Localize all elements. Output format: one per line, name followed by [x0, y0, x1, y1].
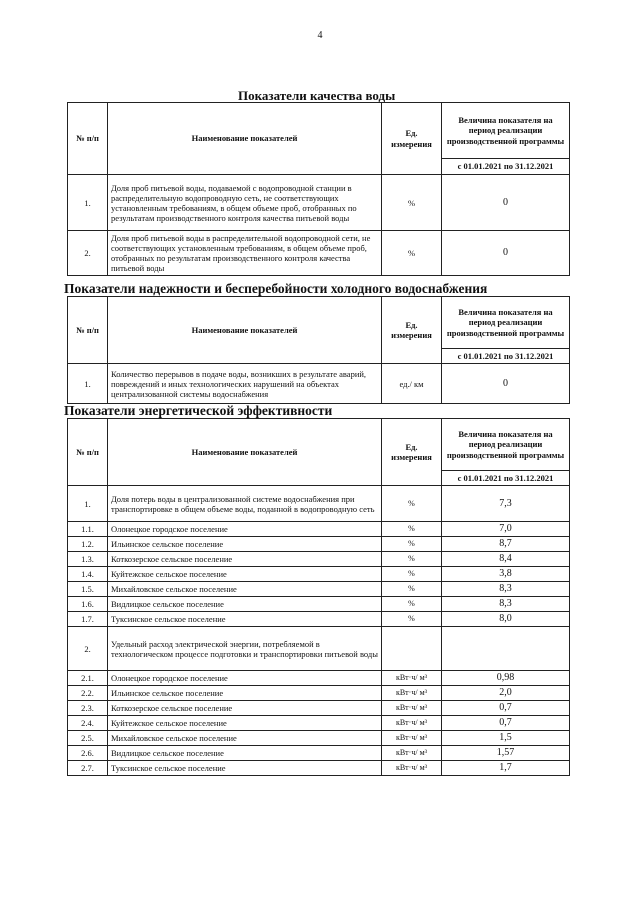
energy-efficiency-table: [67, 418, 570, 776]
row-name: Ильинское сельское поселение: [108, 686, 382, 701]
row-unit: кВт·ч/ м³: [382, 671, 442, 686]
row-value: 1,5: [442, 731, 570, 746]
row-unit: [382, 627, 442, 671]
row-name: Доля проб питьевой воды, подаваемой с водопроводной станции в распределительную водопроводную сеть, не соответствующих установленным требованиям, в общем объеме проб, отобранных по результатам производственного контроля качества питьевой воды: [108, 175, 382, 231]
row-unit: %: [382, 537, 442, 552]
row-name: Туксинское сельское поселение: [108, 761, 382, 776]
row-value: 7,3: [442, 486, 570, 522]
header-unit: Ед. измерения: [382, 419, 442, 486]
row-name: Туксинское сельское поселение: [108, 612, 382, 627]
row-name: Олонецкое городское поселение: [108, 522, 382, 537]
table-row: [68, 231, 570, 276]
table-row: [68, 582, 570, 597]
row-value: 0,7: [442, 716, 570, 731]
row-name: Михайловское сельское поселение: [108, 731, 382, 746]
row-num: 1.7.: [68, 612, 108, 627]
row-unit: %: [382, 582, 442, 597]
row-num: 2.2.: [68, 686, 108, 701]
row-unit: %: [382, 175, 442, 231]
row-value: 1,7: [442, 761, 570, 776]
table-row: [68, 701, 570, 716]
row-value: 0: [442, 231, 570, 276]
row-unit: %: [382, 231, 442, 276]
section-title-energy-efficiency: Показатели энергетической эффективности: [64, 403, 333, 418]
header-value: Величина показателя на период реализации производственной программы: [442, 419, 570, 471]
row-value: 2,0: [442, 686, 570, 701]
row-unit: %: [382, 597, 442, 612]
row-name: Куйтежское сельское поселение: [108, 716, 382, 731]
table-row: [68, 627, 570, 671]
row-num: 1.: [68, 175, 108, 231]
row-unit: кВт·ч/ м³: [382, 686, 442, 701]
row-num: 2.: [68, 231, 108, 276]
row-unit: %: [382, 567, 442, 582]
table-row: [68, 731, 570, 746]
row-num: 1.3.: [68, 552, 108, 567]
row-unit: %: [382, 612, 442, 627]
row-name: Коткозерское сельское поселение: [108, 552, 382, 567]
header-period: с 01.01.2021 по 31.12.2021: [442, 159, 570, 175]
row-unit: ед./ км: [382, 364, 442, 404]
row-num: 2.1.: [68, 671, 108, 686]
header-name: Наименование показателей: [108, 103, 382, 175]
header-period: с 01.01.2021 по 31.12.2021: [442, 471, 570, 486]
row-num: 2.5.: [68, 731, 108, 746]
row-num: 2.7.: [68, 761, 108, 776]
row-num: 1.5.: [68, 582, 108, 597]
header-unit: Ед. измерения: [382, 103, 442, 175]
table-row: [68, 552, 570, 567]
header-unit: Ед. измерения: [382, 297, 442, 364]
page-number: 4: [317, 30, 323, 41]
row-unit: %: [382, 486, 442, 522]
table-row: [68, 612, 570, 627]
header-name: Наименование показателей: [108, 297, 382, 364]
row-num: 1.2.: [68, 537, 108, 552]
table-row: [68, 761, 570, 776]
row-name: Куйтежское сельское поселение: [108, 567, 382, 582]
row-name: Количество перерывов в подаче воды, возникших в результате аварий, повреждений и иных технологических нарушений на объектах централизованной системы водоснабжения: [108, 364, 382, 404]
section-title-water-quality: Показатели качества воды: [238, 88, 396, 103]
table-row: [68, 522, 570, 537]
table-row: [68, 567, 570, 582]
row-unit: кВт·ч/ м³: [382, 701, 442, 716]
row-num: 2.4.: [68, 716, 108, 731]
table-row: [68, 175, 570, 231]
row-name: Олонецкое городское поселение: [108, 671, 382, 686]
row-value: 0,7: [442, 701, 570, 716]
header-num: № п/п: [68, 103, 108, 175]
row-value: [442, 627, 570, 671]
row-name: Михайловское сельское поселение: [108, 582, 382, 597]
row-name: Доля потерь воды в централизованной системе водоснабжения при транспортировке в общем объеме воды, поданной в водопроводную сеть: [108, 486, 382, 522]
row-value: 8,4: [442, 552, 570, 567]
header-num: № п/п: [68, 419, 108, 486]
table-row: [68, 486, 570, 522]
row-value: 8,3: [442, 597, 570, 612]
table-row: [68, 537, 570, 552]
table-row: [68, 746, 570, 761]
row-name: Доля проб питьевой воды в распределительной водопроводной сети, не соответствующих установленным требованиям, в общем объеме проб, отобранных по результатам производственного контроля качества питьевой воды: [108, 231, 382, 276]
table-row: [68, 364, 570, 404]
row-num: 1.: [68, 486, 108, 522]
row-name: Коткозерское сельское поселение: [108, 701, 382, 716]
table-row: [68, 597, 570, 612]
row-value: 8,7: [442, 537, 570, 552]
row-value: 8,3: [442, 582, 570, 597]
row-unit: кВт·ч/ м³: [382, 746, 442, 761]
row-unit: %: [382, 552, 442, 567]
row-num: 1.6.: [68, 597, 108, 612]
row-unit: кВт·ч/ м³: [382, 731, 442, 746]
section-title-reliability: Показатели надежности и бесперебойности холодного водоснабжения: [64, 281, 488, 296]
reliability-table: [67, 296, 570, 404]
row-unit: %: [382, 522, 442, 537]
header-name: Наименование показателей: [108, 419, 382, 486]
row-value: 0,98: [442, 671, 570, 686]
table-row: [68, 716, 570, 731]
row-unit: кВт·ч/ м³: [382, 716, 442, 731]
header-num: № п/п: [68, 297, 108, 364]
table-row: [68, 686, 570, 701]
header-value: Величина показателя на период реализации производственной программы: [442, 103, 570, 159]
row-num: 1.1.: [68, 522, 108, 537]
header-period: с 01.01.2021 по 31.12.2021: [442, 349, 570, 364]
energy-efficiency-rows: [68, 486, 570, 776]
row-value: 7,0: [442, 522, 570, 537]
header-value: Величина показателя на период реализации производственной программы: [442, 297, 570, 349]
row-num: 2.6.: [68, 746, 108, 761]
row-value: 3,8: [442, 567, 570, 582]
row-num: 1.: [68, 364, 108, 404]
row-num: 2.3.: [68, 701, 108, 716]
row-name: Видлицкое сельское поселение: [108, 597, 382, 612]
row-num: 1.4.: [68, 567, 108, 582]
water-quality-table: [67, 102, 570, 276]
row-num: 2.: [68, 627, 108, 671]
row-value: 1,57: [442, 746, 570, 761]
row-name: Видлицкое сельское поселение: [108, 746, 382, 761]
row-value: 0: [442, 175, 570, 231]
table-row: [68, 671, 570, 686]
row-unit: кВт·ч/ м³: [382, 761, 442, 776]
row-name: Удельный расход электрической энергии, потребляемой в технологическом процессе подготовки и транспортировки питьевой воды: [108, 627, 382, 671]
row-name: Ильинское сельское поселение: [108, 537, 382, 552]
row-value: 8,0: [442, 612, 570, 627]
row-value: 0: [442, 364, 570, 404]
